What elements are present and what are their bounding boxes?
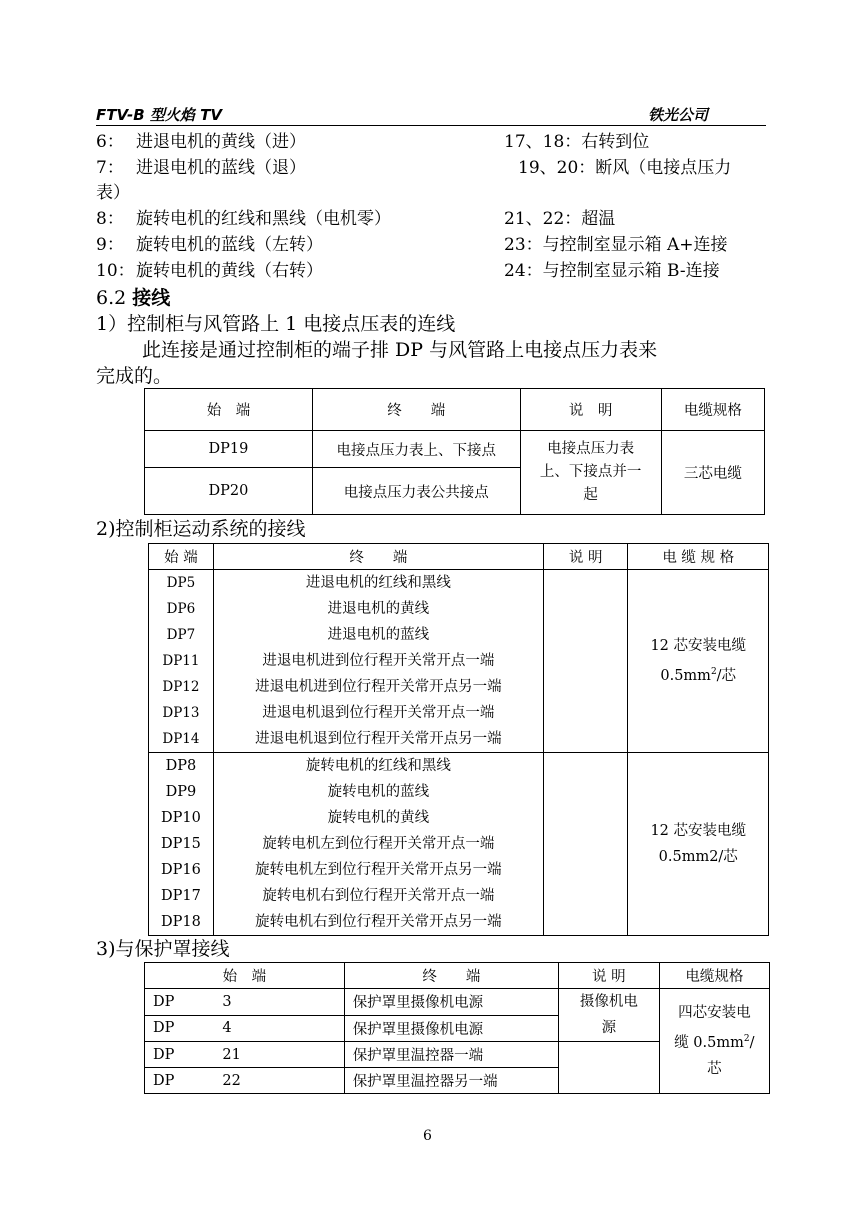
table-header-row — [149, 544, 769, 570]
cell-start-list: DP8 DP9 DP10 DP15 DP16 DP17 DP18 — [149, 753, 214, 936]
cell-start: DP19 — [145, 431, 313, 468]
cell-end: 电接点压力表公共接点 — [312, 468, 520, 515]
header-rule — [96, 125, 766, 126]
cell-start: DP 22 — [145, 1068, 345, 1094]
th-cable: 电 缆 规 格 — [628, 544, 769, 570]
cell-end: 保护罩里摄像机电源 — [344, 1015, 558, 1042]
th-end: 终 端 — [213, 544, 543, 570]
table-row-group-rotation — [149, 753, 769, 936]
cell-end-list: 进退电机的红线和黑线 进退电机的黄线 进退电机的蓝线 进退电机进到位行程开关常开点一端 进退电机进到位行程开关常开点另一端 进退电机退到位行程开关常开点一端 进退电机退到位行程开关常开点另一端 — [213, 570, 543, 753]
table-row — [145, 989, 770, 1016]
cell-note-empty — [558, 1042, 659, 1094]
cell-start-list: DP5 DP6 DP7 DP11 DP12 DP13 DP14 — [149, 570, 214, 753]
th-start: 始 端 — [149, 544, 214, 570]
cell-cable: 12 芯安装电缆 $0.5mm^2/$芯 — [628, 570, 769, 753]
cell-end: 电接点压力表上、下接点 — [312, 431, 520, 468]
th-start: 始 端 — [145, 963, 345, 989]
terminal-line-21-22: 21、22：超温 — [504, 209, 616, 229]
terminal-line-19-20: 19、20：断风（电接点压力 — [518, 158, 732, 178]
table-row — [145, 431, 765, 468]
doc-header-company: 铁光公司 — [648, 106, 709, 124]
cell-note — [543, 753, 628, 936]
cell-note: 电接点压力表 上、下接点并一 起 — [520, 431, 661, 515]
section-heading: 6.2 接线 — [96, 287, 171, 309]
cell-start: DP 4 — [145, 1015, 345, 1042]
page-number: 6 — [423, 1128, 432, 1144]
part1-heading: 1）控制柜与风管路上 1 电接点压表的连线 — [96, 313, 456, 335]
cell-cable: 三芯电缆 — [661, 431, 764, 515]
cell-start: DP 21 — [145, 1042, 345, 1068]
part1-paragraph-line2: 完成的。 — [96, 365, 173, 387]
terminal-line-17-18: 17、18：右转到位 — [504, 132, 650, 152]
cell-cable: 四芯安装电 缆 $0.5mm^2/$ 芯 — [659, 989, 769, 1094]
cell-start: DP20 — [145, 468, 313, 515]
cell-end: 保护罩里摄像机电源 — [344, 989, 558, 1016]
th-note: 说 明 — [543, 544, 628, 570]
cell-end: 保护罩里温控器另一端 — [344, 1068, 558, 1094]
cell-cable: 12 芯安装电缆 0.5mm2/芯 — [628, 753, 769, 936]
table-header-row — [145, 389, 765, 431]
th-cable: 电缆规格 — [661, 389, 764, 431]
cell-note: 摄像机电 源 — [558, 989, 659, 1042]
th-note: 说 明 — [558, 963, 659, 989]
th-start: 始 端 — [145, 389, 313, 431]
part3-heading: 3)与保护罩接线 — [96, 938, 230, 960]
part2-heading: 2)控制柜运动系统的接线 — [96, 518, 306, 540]
doc-header-title: FTV-B 型火焰 TV — [96, 106, 222, 124]
th-end: 终 端 — [312, 389, 520, 431]
cell-note — [543, 570, 628, 753]
cell-end-list: 旋转电机的红线和黑线 旋转电机的蓝线 旋转电机的黄线 旋转电机左到位行程开关常开点一端 旋转电机左到位行程开关常开点另一端 旋转电机右到位行程开关常开点一端 旋转电机右到位行程开关常开点另一端 — [213, 753, 543, 936]
terminal-line-24: 24：与控制室显示箱 B-连接 — [504, 261, 720, 281]
table-motion-system — [148, 543, 769, 936]
th-end: 终 端 — [344, 963, 558, 989]
table-header-row — [145, 963, 770, 989]
cell-end: 保护罩里温控器一端 — [344, 1042, 558, 1068]
table-protective-cover — [144, 962, 770, 1094]
terminal-line-23: 23：与控制室显示箱 A+连接 — [504, 235, 728, 255]
part1-paragraph-line1: 此连接是通过控制柜的端子排 DP 与风管路上电接点压力表来 — [142, 339, 658, 361]
cell-start: DP 3 — [145, 989, 345, 1016]
th-cable: 电缆规格 — [659, 963, 769, 989]
table-pressure-gauge — [144, 388, 765, 515]
terminal-line-wrap: 表） — [96, 183, 130, 203]
table-row-group-translation — [149, 570, 769, 753]
th-note: 说 明 — [520, 389, 661, 431]
